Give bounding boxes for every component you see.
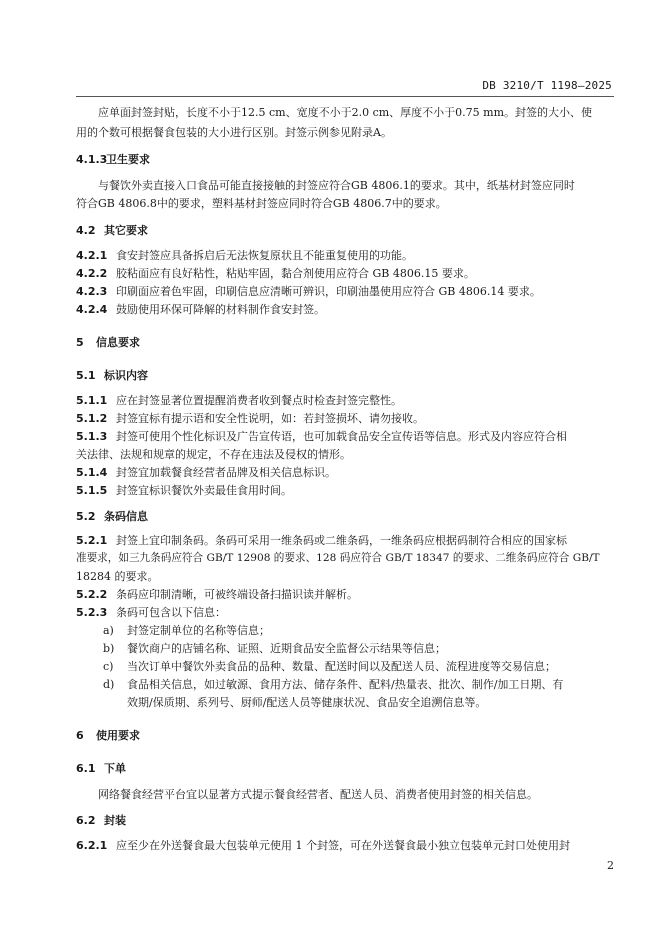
section-number: 6.2: [76, 814, 96, 827]
section-title: 条码信息: [104, 510, 148, 523]
list-text: 当次订单中餐饮外卖食品的品种、数量、配送时间以及配送人员、流程进度等交易信息；: [127, 660, 556, 673]
clause-4-2-4: [76, 300, 607, 319]
paragraph-line: 准要求，如三九条码应符合 GB/T 12908 的要求、128 码应符合 GB/T 18347 的要求、二维条码应符合 GB/T: [76, 552, 600, 564]
clause-number: 5.2.1: [76, 534, 108, 547]
section-title: 使用要求: [96, 729, 140, 742]
clause-text: 鼓励使用环保可降解的材料制作食安封签。: [116, 303, 325, 316]
clause-5-1-2: [76, 409, 607, 428]
clause-5-2-2: [76, 585, 607, 604]
clause-number: 4.2.3: [76, 285, 108, 298]
section-heading-6: [76, 726, 607, 745]
clause-5-2-3: [76, 603, 607, 622]
clause-text: 封签宜加载餐食经营者品牌及相关信息标识。: [116, 466, 336, 479]
section-title: 其它要求: [104, 224, 148, 237]
list-item: [103, 621, 609, 640]
paragraph-line: 18284 的要求。: [76, 570, 159, 583]
section-title: 信息要求: [96, 336, 140, 349]
clause-5-1-5: [76, 481, 607, 500]
clause-text: 条码可包含以下信息：: [116, 606, 226, 619]
clause-text: 封签宜标有提示语和安全性说明，如：若封签损坏、请勿接收。: [116, 412, 424, 425]
paragraph-line: 关法律、法规和规章的规定，不存在违法及侵权的情形。: [76, 448, 351, 461]
paragraph-line: 符合GB 4806.8中的要求，塑料基材封签应同时符合GB 4806.7中的要求。: [76, 197, 447, 210]
paragraph-line: 应单面封签封贴，长度不小于12.5 cm、宽度不小于2.0 cm、厚度不小于0.75 mm。封签的大小、使: [98, 106, 593, 119]
list-text: 餐饮商户的店铺名称、证照、近期食品安全监督公示结果等信息；: [127, 642, 446, 655]
paragraph-line: 用的个数可根据餐食包装的大小进行区别。封签示例参见附录A。: [76, 126, 392, 139]
clause-text: 应至少在外送餐食最大包装单元使用 1 个封签，可在外送餐食最小独立包装单元封口处使用封: [116, 839, 570, 852]
section-title: 卫生要求: [106, 153, 150, 166]
clause-number: 5.2.2: [76, 588, 108, 601]
clause-number: 5.1.3: [76, 430, 108, 443]
list-item: [103, 657, 609, 676]
clause-5-2-1: [76, 531, 607, 550]
clause-5-1-3: [76, 427, 607, 446]
clause-text: 胶粘面应有良好粘性，粘贴牢固，黏合剂使用应符合 GB 4806.15 要求。: [116, 267, 475, 280]
section-number: 4.2: [76, 224, 96, 237]
clause-6-2-1: [76, 836, 607, 855]
list-letter: d): [103, 678, 115, 691]
section-number: 6: [76, 729, 84, 742]
clause-4-2-3: [76, 282, 607, 301]
section-heading-5-2: [76, 507, 607, 526]
header-rule: [76, 96, 614, 97]
list-text: 食品相关信息，如过敏源、食用方法、储存条件、配料/热量表、批次、制作/加工日期、有: [127, 678, 564, 691]
section-heading-5: [76, 333, 607, 352]
section-title: 封装: [104, 814, 126, 827]
section-number: 4.1.3: [76, 153, 108, 166]
clause-number: 4.2.1: [76, 249, 108, 262]
clause-text: 封签宜标识餐饮外卖最佳食用时间。: [116, 484, 292, 497]
list-item: [103, 639, 609, 658]
section-number: 6.1: [76, 762, 96, 775]
paragraph-line: 与餐饮外卖直接入口食品可能直接接触的封签应符合GB 4806.1的要求。其中，纸基材封签应同时: [98, 179, 575, 192]
clause-number: 4.2.4: [76, 303, 108, 316]
clause-text: 封签上宜印制条码。条码可采用一维条码或二维条码，一维条码应根据码制符合相应的国家标: [116, 534, 567, 547]
clause-5-1-1: [76, 391, 607, 410]
clause-number: 5.1.2: [76, 412, 108, 425]
clause-number: 5.2.3: [76, 606, 108, 619]
clause-number: 5.1.1: [76, 394, 108, 407]
list-item-continuation: 效期/保质期、系列号、厨师/配送人员等健康状况、食品安全追溯信息等。: [127, 696, 487, 709]
clause-number: 5.1.5: [76, 484, 108, 497]
section-number: 5.1: [76, 369, 96, 382]
paragraph-line: 网络餐食经营平台宜以显著方式提示餐食经营者、配送人员、消费者使用封签的相关信息。: [98, 788, 538, 801]
section-title: 下单: [104, 762, 126, 775]
clause-number: 6.2.1: [76, 839, 108, 852]
section-heading-6-2: [76, 811, 607, 830]
list-letter: b): [103, 642, 115, 655]
section-heading-6-1: [76, 759, 607, 778]
section-title: 标识内容: [104, 369, 148, 382]
clause-text: 封签可使用个性化标识及广告宣传语，也可加载食品安全宣传语等信息。形式及内容应符合相: [116, 430, 567, 443]
clause-number: 5.1.4: [76, 466, 108, 479]
standard-code-header: DB 3210/T 1198—2025: [482, 79, 612, 92]
clause-4-2-2: [76, 264, 607, 283]
clause-5-1-4: [76, 463, 607, 482]
section-heading-4-1-3: [76, 150, 607, 169]
clause-text: 印刷面应着色牢固，印刷信息应清晰可辨识，印刷油墨使用应符合 GB 4806.14 要求。: [116, 285, 541, 298]
clause-text: 应在封签显著位置提醒消费者收到餐点时检查封签完整性。: [116, 394, 402, 407]
clause-4-2-1: [76, 246, 607, 265]
clause-number: 4.2.2: [76, 267, 108, 280]
section-number: 5: [76, 336, 84, 349]
list-text: 封签定制单位的名称等信息；: [127, 624, 270, 637]
list-item: [103, 675, 609, 694]
section-number: 5.2: [76, 510, 96, 523]
list-letter: a): [103, 624, 114, 637]
clause-text: 食安封签应具备拆启后无法恢复原状且不能重复使用的功能。: [116, 249, 413, 262]
list-letter: c): [103, 660, 114, 673]
section-heading-5-1: [76, 366, 607, 385]
section-heading-4-2: [76, 221, 607, 240]
clause-text: 条码应印制清晰，可被终端设备扫描识读并解析。: [116, 588, 358, 601]
page-number: 2: [607, 859, 614, 872]
